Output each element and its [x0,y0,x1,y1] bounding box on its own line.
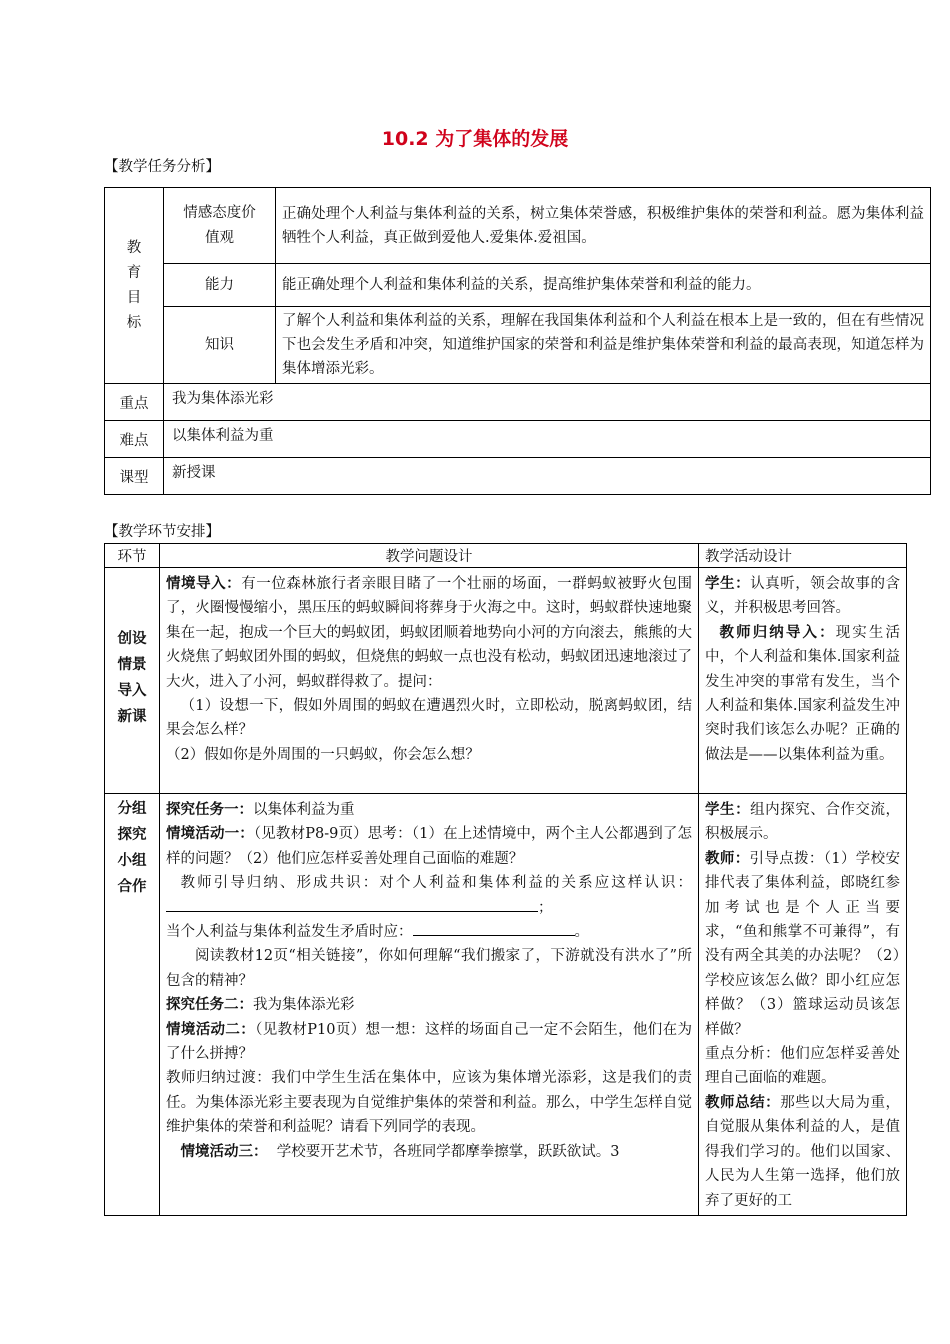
goal-category-attitude: 情感态度价 值观 [164,188,276,264]
key-point-value: 我为集体添光彩 [164,384,931,421]
goal-category-knowledge: 知识 [164,307,276,384]
answer-blank[interactable] [166,897,538,912]
page-title: 10.2 为了集体的发展 [381,128,569,150]
header-activity-design: 教学活动设计 [699,544,907,568]
education-goal-label: 教 育 目 标 [105,188,164,384]
key-point-label: 重点 [105,384,164,421]
goal-text-ability: 能正确处理个人利益和集体利益的关系，提高维护集体荣誉和利益的能力。 [282,277,761,293]
stage-label-introduction: 创设 情景 导入 新课 [105,568,160,794]
task-analysis-table [104,187,931,495]
lesson-type-value: 新授课 [164,458,931,495]
header-problem-design: 教学问题设计 [160,544,699,568]
group-inquiry-design: 探究任务一：以集体利益为重 情境活动一：（见教材P8-9页）思考：（1）在上述情境中，两个主人公都遇到了怎样的问题？（2）他们应怎样妥善处理自己面临的难题？ 教师引导归纳、形成共识：对个人利益和集体利益的关系应这样认识：； 当个人利益与集体利益发生矛盾时应： 。 阅读教材12页“相关链接”，你如何理解“我们搬家了，下游就没有洪水了”所包含的精神？ 探究任务二：我为集体添光彩 情境活动二：（见教材P10页）想一想：这样的场面自己一定不会陌生，他们在为了什么拼搏？ 教师归纳过渡：我们中学生生活在集体中，应该为集体增光添彩，这是我们的责任。为集体添光彩主要表现为自觉维护集体的荣誉和利益。那么，中学生怎样自觉维护集体的荣誉和利益呢？请看下列同学的表现。 情境活动三： 学校要开艺术节，各班同学都摩拳擦掌，跃跃欲试。3 [160,794,699,1216]
difficulty-value: 以集体利益为重 [164,421,931,458]
stage-label-group-inquiry: 分组 探究 小组 合作 [105,794,160,1216]
introduction-activity: 学生：认真听，领会故事的含义，并积极思考回答。 教师归纳导入：现实生活中，个人利益和集体.国家利益发生冲突的事常有发生，当个人利益和集体.国家利益发生冲突时我们该怎么办呢？正确的做法是——以集体利益为重。 [699,568,907,794]
answer-blank[interactable] [413,921,575,936]
section-heading-task-analysis: 【教学任务分析】 [104,159,220,175]
goal-text-knowledge: 了解个人利益和集体利益的关系，理解在我国集体利益和个人利益在根本上是一致的，但在有些情况下也会发生矛盾和冲突，知道维护国家的荣誉和利益是维护集体荣誉和利益的最高表现，知道怎样为集体增添光彩。 [282,313,924,377]
group-inquiry-activity: 学生：组内探究、合作交流，积极展示。 教师：引导点拨：（1）学校安排代表了集体利益，郎晓红参加考试也是个人正当要求，“鱼和熊掌不可兼得”，有没有两全其美的办法呢？（2）学校应该怎么做？即小红应怎样做？（3）篮球运动员该怎样做？ 重点分析：他们应怎样妥善处理自己面临的难题。 教师总结：那些以大局为重，自觉服从集体利益的人，是值得我们学习的。他们以国家、人民为人生第一选择，他们放弃了更好的工 [699,794,907,1216]
goal-category-ability: 能力 [164,264,276,307]
header-stage: 环节 [105,544,160,568]
section-heading-schedule: 【教学环节安排】 [104,524,220,540]
difficulty-label: 难点 [105,421,164,458]
introduction-design: 情境导入：有一位森林旅行者亲眼目睹了一个壮丽的场面，一群蚂蚁被野火包围了，火圈慢慢缩小，黑压压的蚂蚁瞬间将葬身于火海之中。这时，蚂蚁群快速地聚集在一起，抱成一个巨大的蚂蚁团，蚂蚁团顺着地势向小河的方向滚去，熊熊的大火烧焦了蚂蚁团外围的蚂蚁，但烧焦的蚂蚁一点也没有松动，蚂蚁团迅速地滚过了大火，进入了小河，蚂蚁群得救了。提问： （1）设想一下，假如外周围的蚂蚁在遭遇烈火时，立即松动，脱离蚂蚁团，结果会怎么样？ （2）假如你是外周围的一只蚂蚁，你会怎么想？ [160,568,699,794]
lesson-type-label: 课型 [105,458,164,495]
goal-text-attitude: 正确处理个人利益与集体利益的关系，树立集体荣誉感，积极维护集体的荣誉和利益。愿为集体利益牺牲个人利益，真正做到爱他人.爱集体.爱祖国。 [282,205,924,246]
schedule-table [104,543,907,1216]
